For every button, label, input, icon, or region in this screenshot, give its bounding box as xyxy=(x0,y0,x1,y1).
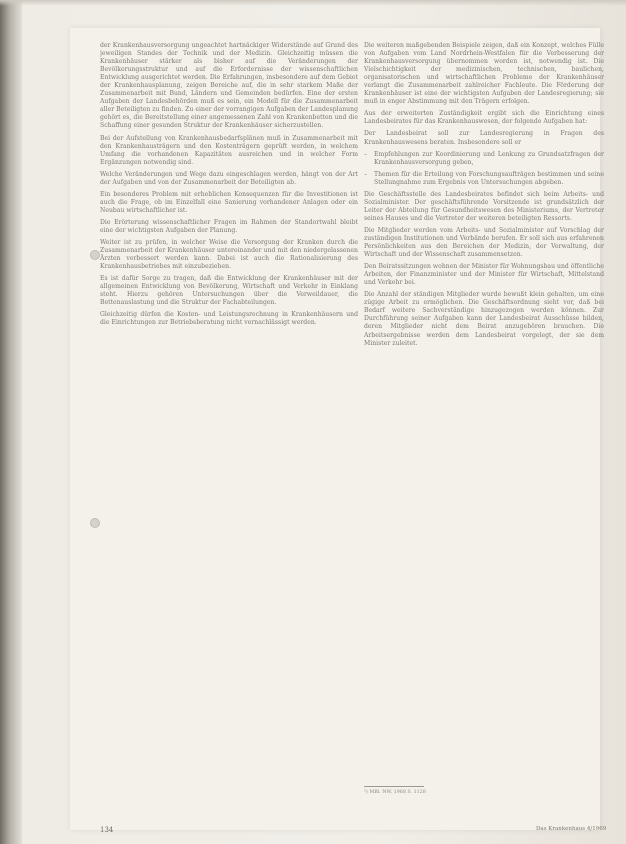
footnote: ¹) MBl. NW. 1968 S. 1128 xyxy=(364,790,426,795)
paragraph: Aus der erweiterten Zuständigkeit ergibt sich die Einrichtung eines Landesbeirates für das Krankenhauswesen, der folgende Aufgaben hat: xyxy=(364,110,604,126)
right-text-column xyxy=(364,42,604,812)
paragraph: Die Geschäftsstelle des Landesbeirates befindet sich beim Arbeits- und Sozialminister. Der geschäftsführende Vorsitzende ist grundsätzlich der Leiter der Abteilung für Gesundheitswesen des Ministeriums, der Vertreter seines Hauses und die Vertreter der weiteren beteiligten Ressorts. xyxy=(364,190,604,222)
paragraph: Welche Veränderungen und Wege dazu eingeschlagen werden, hängt von der Art der Aufgaben und von der Zusammenarbeit der Beteiligten ab. xyxy=(100,170,358,186)
punch-hole xyxy=(90,250,100,260)
footnote-rule xyxy=(364,786,424,787)
paragraph: Die Mitglieder werden vom Arbeits- und Sozialminister auf Vorschlag der zuständigen Institutionen und Verbände berufen. Er soll sich aus erfahrenen Persönlichkeiten aus den Bereichen der Medizin, der Verwaltung, der Wirtschaft und der Wissenschaft zusammensetzen. xyxy=(364,226,604,259)
journal-reference: Das Krankenhaus 4/1969 xyxy=(536,826,607,832)
top-edge-shadow xyxy=(0,0,626,6)
paragraph: Die weiteren maßgebenden Beispiele zeigen, daß ein Konzept, welches Fülle von Aufgaben vom Land Nordrhein-Westfalen für die Verbesserung der Krankenhausversorgung übernommen worden ist, notwendig ist. Die Vielschichtigkeit der medizinischen, technischen, baulichen, organisatorischen und wirtschaftlichen Probleme der Krankenhäuser verlangt die Zusammenarbeit zahlreicher Fachleute. Die Förderung der Krankenhäuser ist eine der wichtigsten Aufgaben der Landesregierung; sie muß in enger Abstimmung mit den Trägern erfolgen. xyxy=(364,42,604,106)
left-text-column xyxy=(100,42,358,812)
paragraph: Ein besonderes Problem mit erheblichen Konsequenzen für die Investitionen ist auch die Frage, ob im Einzelfall eine Sanierung vorhandener Anlagen oder ein Neubau wirtschaftlicher ist. xyxy=(100,190,358,214)
paragraph: Weiter ist zu prüfen, in welcher Weise die Versorgung der Kranken durch die Zusammenarbeit der Krankenhäuser untereinander und mit den niedergelassenen Ärzten verbessert werden kann. Dabei ist auch die Rationalisierung des Krankenhausbetriebes mit einzubeziehen. xyxy=(100,239,358,271)
paragraph: Der Landesbeirat soll zur Landesregierung in Fragen des Krankenhauswesens beraten. Insbesondere soll er xyxy=(364,130,604,146)
paragraph: Die Erörterung wissenschaftlicher Fragen im Rahmen der Standortwahl bleibt eine der wichtigsten Aufgaben der Planung. xyxy=(100,218,358,234)
binding-shadow xyxy=(0,0,22,844)
punch-hole xyxy=(90,518,100,528)
page-number: 134 xyxy=(100,826,114,834)
paragraph: Bei der Aufstellung von Krankenhausbedarfsplänen muß in Zusammenarbeit mit den Krankenhausträgern und den Kostenträgern geprüft werden, in welchem Umfang die vorhandenen Kapazitäten ausreichen und in welcher Form Ergänzungen notwendig sind. xyxy=(100,134,358,166)
bullet-item: – Themen für die Erteilung von Forschungsaufträgen bestimmen und seine Stellungnahme zum Ergebnis von Untersuchungen abgeben. xyxy=(364,171,604,187)
paragraph: Gleichzeitig dürfen die Kosten- und Leistungsrechnung in Krankenhäusern und die Einrichtungen zur Betriebsberatung nicht vernachlässigt werden. xyxy=(100,311,358,327)
paragraph: der Krankenhausversorgung ungeachtet hartnäckiger Widerstände auf Grund des jeweiligen Standes der Technik und der Medizin. Gleichzeitig müssen die Krankenhäuser stärker als bisher auf die Veränderungen der Bevölkerungsstruktur und auf die Erfordernisse der wissenschaftlichen Entwicklung ausgerichtet werden. Die Erfahrungen, insbesondere auf dem Gebiet der Krankenhausplanung, zeigen Bereiche auf, die in sehr starkem Maße der Zusammenarbeit mit Bund, Ländern und Gemeinden bedürfen. Eine der ersten Aufgaben der Landesbehörden muß es sein, ein Modell für die Zusammenarbeit aller Beteiligten zu finden. Zu einer der vorrangigen Aufgaben der Landesplanung gehört es, die Bereitstellung einer angemessenen Zahl von Krankenbetten und die Schaffung einer gesunden Struktur der Krankenhäuser sicherzustellen. xyxy=(100,42,358,130)
paragraph: Die Anzahl der ständigen Mitglieder wurde bewußt klein gehalten, um eine zügige Arbeit zu ermöglichen. Die Geschäftsordnung sieht vor, daß bei Bedarf weitere Sachverständige hinzugezogen werden können. Zur Durchführung seiner Aufgaben kann der Landesbeirat Ausschüsse bilden, deren Mitglieder nicht dem Beirat anzugehören brauchen. Die Arbeitsergebnisse werden dem Landesbeirat vorgelegt, der sie dem Minister zuleitet. xyxy=(364,291,604,347)
paragraph: Es ist dafür Sorge zu tragen, daß die Entwicklung der Krankenhäuser mit der allgemeinen Entwicklung von Bevölkerung, Wirtschaft und Verkehr in Einklang steht. Hierzu gehören Untersuchungen über die Verweildauer, die Bettenauslastung und die Struktur der Fachabteilungen. xyxy=(100,275,358,307)
bullet-item: – Empfehlungen zur Koordinierung und Lenkung zu Grundsatzfragen der Krankenhausversorgung geben, xyxy=(364,151,604,167)
paragraph: Den Beiratssitzungen wohnen der Minister für Wohnungsbau und öffentliche Arbeiten, der Finanzminister und der Minister für Wirtschaft, Mittelstand und Verkehr bei. xyxy=(364,263,604,287)
